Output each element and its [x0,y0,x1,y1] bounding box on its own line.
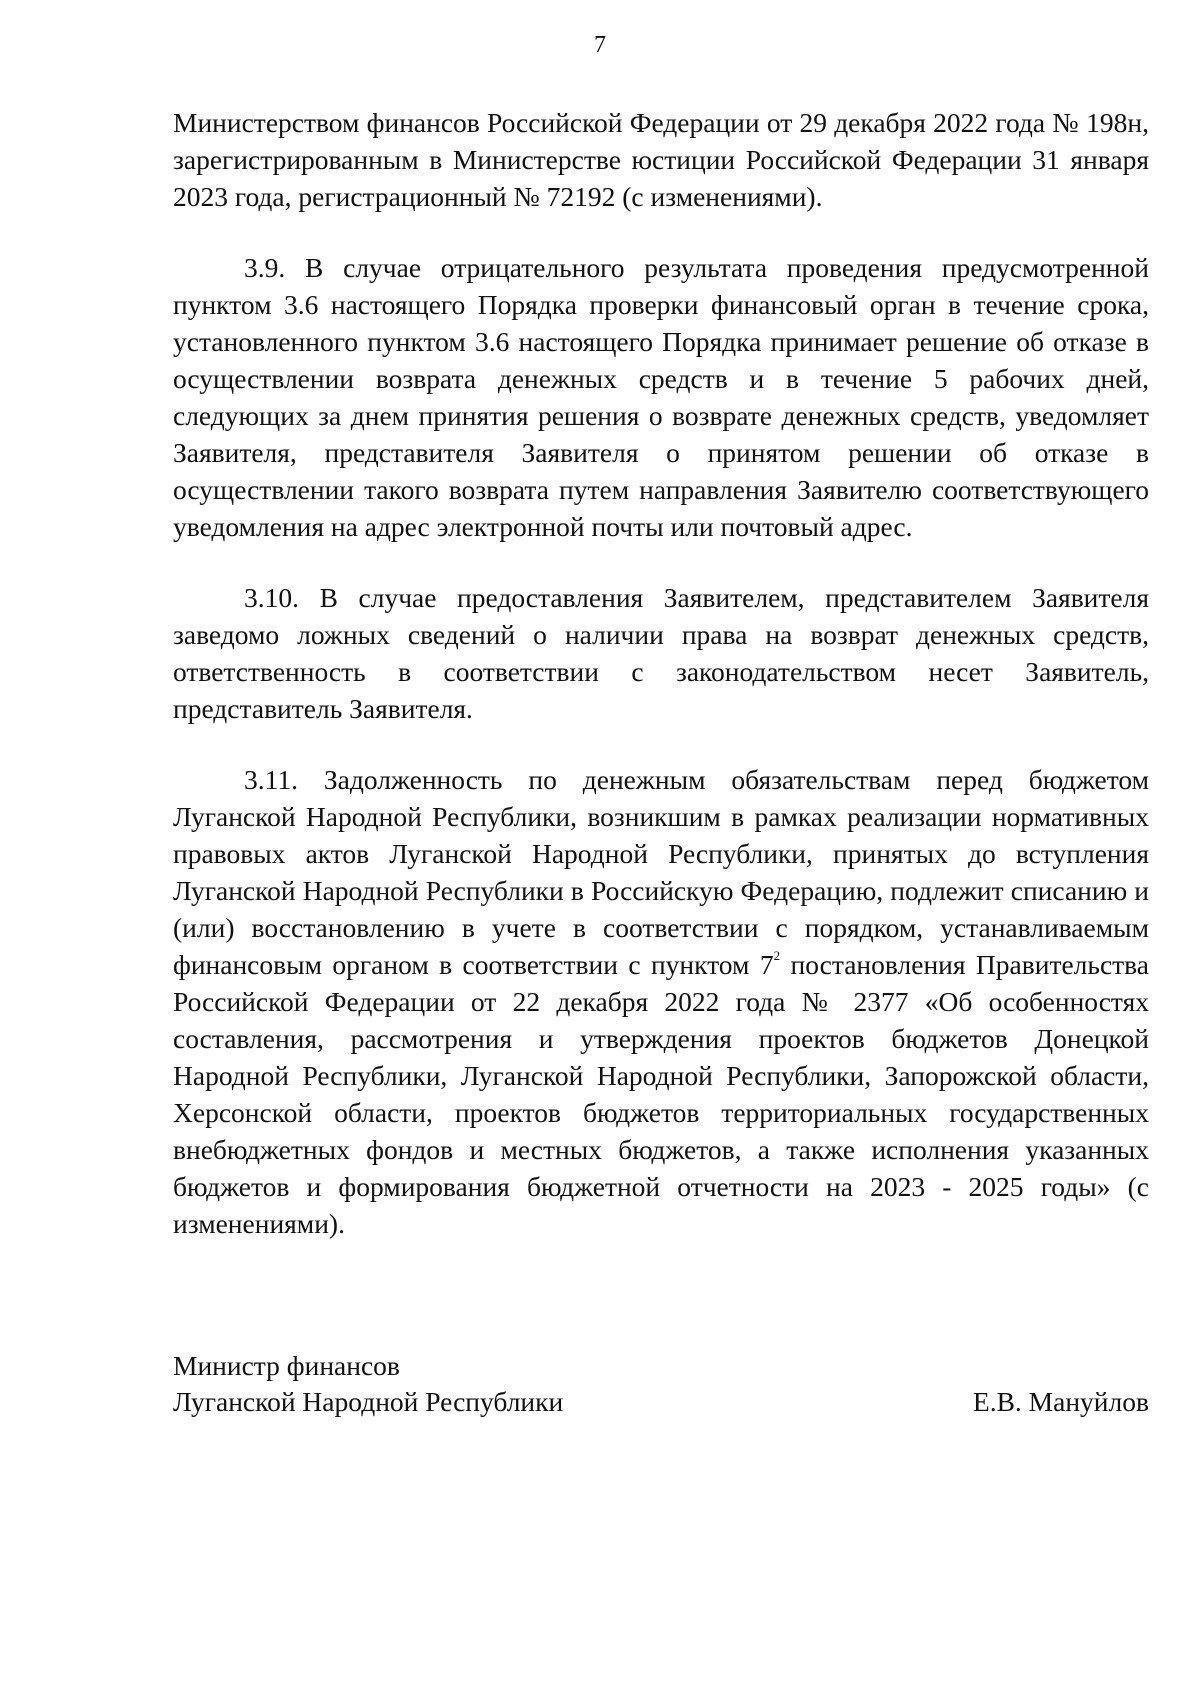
paragraph-3-11-text-start: 3.11. Задолженность по денежным обязательствам перед бюджетом Луганской Народной Республики, возникшим в рамках реализации нормативных правовых актов Луганской Народной Республики, принятых до вступления Луганской Народной Республики в Российскую Федерацию, подлежит списанию и (или) восстановлению в учете в соответствии с порядком, устанавливаемым финансовым органом в соответствии с пунктом 7 [173,764,1149,980]
signature-row [173,1384,1149,1420]
signature-block [173,1348,1149,1420]
paragraph-3-11 [173,761,1149,1242]
signatory-position-line1: Министр финансов [173,1350,400,1381]
paragraph-3-9: 3.9. В случае отрицательного результата проведения предусмотренной пунктом 3.6 настоящего Порядка проверки финансовый орган в течение срока, установленного пунктом 3.6 настоящего Порядка принимает решение об отказе в осуществлении возврата денежных средств и в течение 5 рабочих дней, следующих за днем принятия решения о возврате денежных средств, уведомляет Заявителя, представителя Заявителя о принятом решении об отказе в осуществлении такого возврата путем направления Заявителю соответствующего уведомления на адрес электронной почты или почтовый адрес. [173,252,1149,542]
signatory-name: Е.В. Мануйлов [972,1386,1149,1417]
paragraph-3-11-text-end: постановления Правительства Российской Федерации от 22 декабря 2022 года № 2377 «Об особенностях составления, рассмотрения и утверждения проектов бюджетов Донецкой Народной Республики, Луганской Народной Республики, Запорожской области, Херсонской области, проектов бюджетов территориальных государственных внебюджетных фондов и местных бюджетов, а также исполнения указанных бюджетов и формирования бюджетной отчетности на 2023 - 2025 годы» (с изменениями). [173,949,1149,1239]
page-number: 7 [594,32,606,58]
signatory-position-line2: Луганской Народной Республики [173,1386,564,1417]
paragraph-3-10: 3.10. В случае предоставления Заявителем, представителем Заявителя заведомо ложных сведений о наличии права на возврат денежных средств, ответственность в соответствии с законодательством несет Заявитель, представитель Заявителя. [173,582,1149,724]
footnote-superscript: 2 [773,948,781,963]
paragraph-continuation: Министерством финансов Российской Федерации от 29 декабря 2022 года № 198н, зарегистрированным в Министерстве юстиции Российской Федерации 31 января 2023 года, регистрационный № 72192 (с изменениями). [173,107,1149,212]
document-body [173,104,1149,1242]
